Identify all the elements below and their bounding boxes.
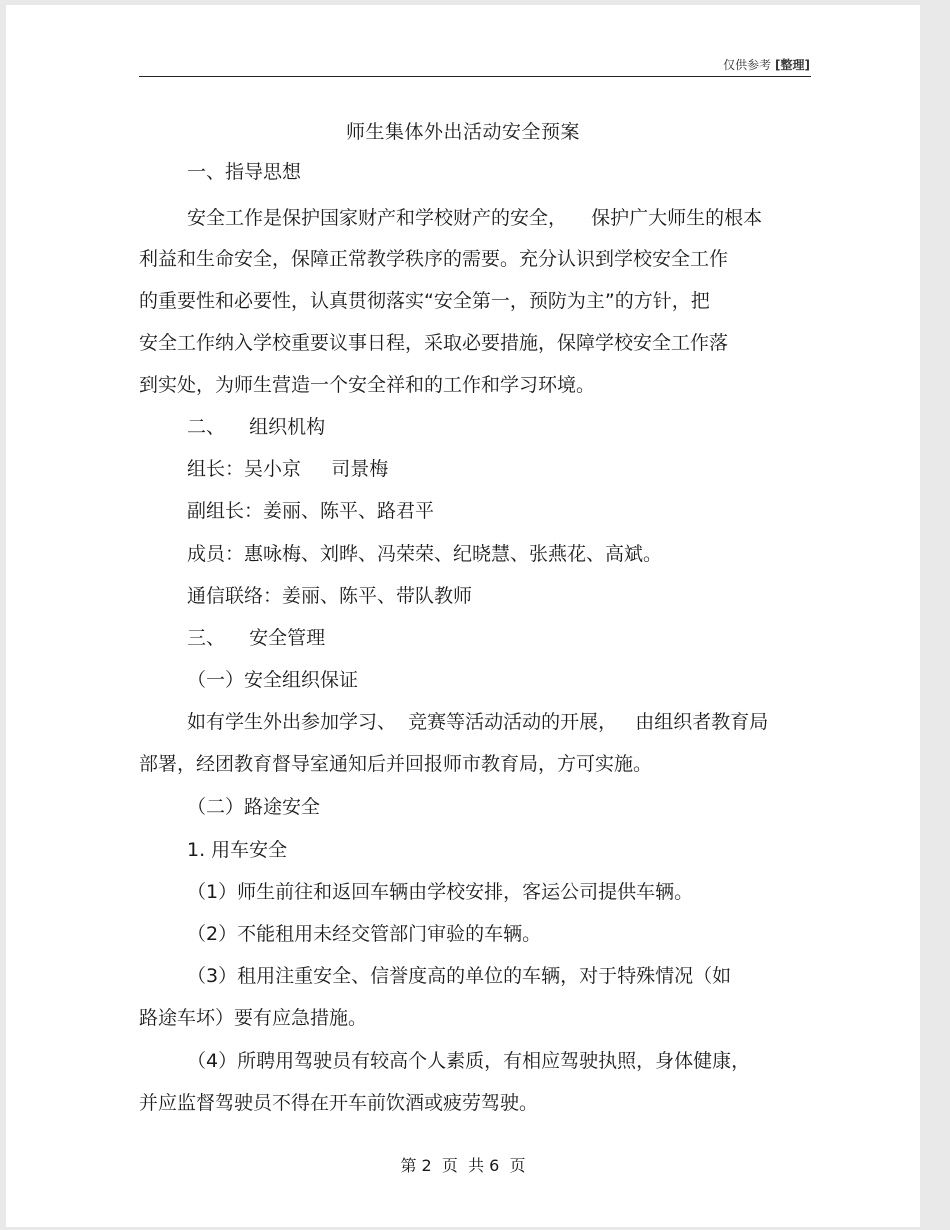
list-item: 组长：吴小京 司景梅 xyxy=(187,458,389,480)
header-divider xyxy=(139,76,811,77)
paragraph-line: 路途车坏）要有应急措施。 xyxy=(139,1007,368,1029)
paragraph-line: 安全工作纳入学校重要议事日程，采取必要措施，保障学校安全工作落 xyxy=(139,332,729,354)
paragraph-line: 安全工作是保护国家财产和学校财产的安全， 保护广大师生的根本 xyxy=(187,207,763,229)
list-item: （2）不能租用未经交管部门审验的车辆。 xyxy=(187,923,542,945)
page-number-footer: 第 2 页 共 6 页 xyxy=(400,1156,526,1175)
paragraph-line: 利益和生命安全，保障正常教学秩序的需要。充分认识到学校安全工作 xyxy=(139,248,729,270)
numbered-heading: 1. 用车安全 xyxy=(187,839,288,861)
section-heading-1: 一、指导思想 xyxy=(187,161,302,183)
paragraph-line: 并应监督驾驶员不得在开车前饮酒或疲劳驾驶。 xyxy=(139,1092,539,1114)
header-note-tag: [整理] xyxy=(775,58,810,72)
paragraph-line: 的重要性和必要性，认真贯彻落实“安全第一，预防为主”的方针，把 xyxy=(139,290,710,312)
paragraph-line: 部署，经团教育督导室通知后并回报师市教育局，方可实施。 xyxy=(139,753,653,775)
list-item: 通信联络：姜丽、陈平、带队教师 xyxy=(187,585,473,607)
document-title: 师生集体外出活动安全预案 xyxy=(345,121,580,143)
list-item: 成员：惠咏梅、刘晔、冯荣荣、纪晓慧、张燕花、高斌。 xyxy=(187,543,663,565)
list-item: （3）租用注重安全、信誉度高的单位的车辆，对于特殊情况（如 xyxy=(187,965,732,987)
paragraph-line: 到实处，为师生营造一个安全祥和的工作和学习环境。 xyxy=(139,374,596,396)
section-heading-2: 二、 组织机构 xyxy=(187,416,326,438)
document-page xyxy=(6,5,920,1227)
section-heading-3: 三、 安全管理 xyxy=(187,627,326,649)
header-note xyxy=(723,56,810,73)
subsection-heading: （二）路途安全 xyxy=(187,796,321,818)
list-item: 副组长：姜丽、陈平、路君平 xyxy=(187,500,435,522)
subsection-heading: （一）安全组织保证 xyxy=(187,669,359,691)
list-item: （4）所聘用驾驶员有较高个人素质，有相应驾驶执照，身体健康， xyxy=(187,1050,751,1072)
list-item: （1）师生前往和返回车辆由学校安排，客运公司提供车辆。 xyxy=(187,881,694,903)
paragraph-line: 如有学生外出参加学习、 竞赛等活动活动的开展， 由组织者教育局 xyxy=(187,711,769,733)
header-note-text: 仅供参考 xyxy=(723,58,772,72)
